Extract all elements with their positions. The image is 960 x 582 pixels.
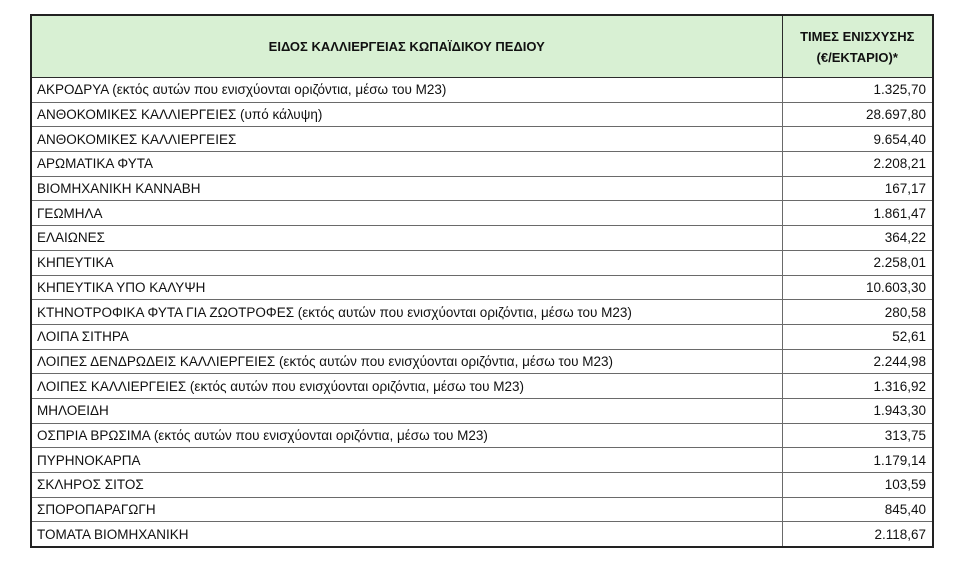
support-value-cell: 2.258,01 [782, 250, 933, 275]
crop-name-cell: ΑΡΩΜΑΤΙΚΑ ΦΥΤΑ [31, 152, 782, 177]
support-value-cell: 2.208,21 [782, 152, 933, 177]
table-row [31, 497, 933, 522]
table-row [31, 398, 933, 423]
support-value-cell: 167,17 [782, 176, 933, 201]
crop-name-cell: ΠΥΡΗΝΟΚΑΡΠΑ [31, 448, 782, 473]
support-value-cell: 9.654,40 [782, 127, 933, 152]
crop-name-cell: ΒΙΟΜΗΧΑΝΙΚΗ ΚΑΝΝΑΒΗ [31, 176, 782, 201]
support-value-cell: 1.861,47 [782, 201, 933, 226]
crop-name-cell: ΣΚΛΗΡΟΣ ΣΙΤΟΣ [31, 473, 782, 498]
crop-name-cell: ΤΟΜΑΤΑ ΒΙΟΜΗΧΑΝΙΚΗ [31, 522, 782, 547]
crop-name-cell: ΓΕΩΜΗΛΑ [31, 201, 782, 226]
support-value-cell: 1.325,70 [782, 78, 933, 103]
table-row [31, 300, 933, 325]
table-row [31, 423, 933, 448]
crop-name-cell: ΛΟΙΠΕΣ ΔΕΝΔΡΩΔΕΙΣ ΚΑΛΛΙΕΡΓΕΙΕΣ (εκτός αυτών που ενισχύονται οριζόντια, μέσω του Μ23) [31, 349, 782, 374]
support-value-cell: 2.244,98 [782, 349, 933, 374]
table-row [31, 78, 933, 103]
support-value-cell: 103,59 [782, 473, 933, 498]
support-value-cell: 28.697,80 [782, 102, 933, 127]
support-value-header [782, 15, 933, 78]
crop-name-cell: ΣΠΟΡΟΠΑΡΑΓΩΓΗ [31, 497, 782, 522]
crop-name-cell: ΛΟΙΠΕΣ ΚΑΛΛΙΕΡΓΕΙΕΣ (εκτός αυτών που ενισχύονται οριζόντια, μέσω του Μ23) [31, 374, 782, 399]
table-body [31, 78, 933, 548]
crop-name-cell: ΜΗΛΟΕΙΔΗ [31, 398, 782, 423]
crop-name-cell: ΟΣΠΡΙΑ ΒΡΩΣΙΜΑ (εκτός αυτών που ενισχύονται οριζόντια, μέσω του Μ23) [31, 423, 782, 448]
crop-name-cell: ΚΗΠΕΥΤΙΚΑ ΥΠΟ ΚΑΛΥΨΗ [31, 275, 782, 300]
crop-name-cell: ΚΗΠΕΥΤΙΚΑ [31, 250, 782, 275]
crop-name-cell: ΑΚΡΟΔΡΥΑ (εκτός αυτών που ενισχύονται οριζόντια, μέσω του Μ23) [31, 78, 782, 103]
table-header-row [31, 15, 933, 78]
table-row [31, 250, 933, 275]
support-value-cell: 52,61 [782, 324, 933, 349]
table-row [31, 324, 933, 349]
table-row [31, 448, 933, 473]
support-value-header-line2: (€/ΕΚΤΑΡΙΟ)* [816, 49, 898, 65]
crop-type-header: ΕΙΔΟΣ ΚΑΛΛΙΕΡΓΕΙΑΣ ΚΩΠΑΪΔΙΚΟΥ ΠΕΔΙΟΥ [31, 15, 782, 78]
support-value-cell: 313,75 [782, 423, 933, 448]
support-value-cell: 1.316,92 [782, 374, 933, 399]
support-value-cell: 280,58 [782, 300, 933, 325]
table-row [31, 152, 933, 177]
support-value-cell: 364,22 [782, 226, 933, 251]
table-row [31, 201, 933, 226]
crop-name-cell: ΕΛΑΙΩΝΕΣ [31, 226, 782, 251]
support-value-cell: 1.943,30 [782, 398, 933, 423]
support-value-header-line1: ΤΙΜΕΣ ΕΝΙΣΧΥΣΗΣ [800, 28, 915, 44]
support-value-cell: 2.118,67 [782, 522, 933, 547]
support-value-cell: 845,40 [782, 497, 933, 522]
table-row [31, 349, 933, 374]
support-value-cell: 1.179,14 [782, 448, 933, 473]
table-row [31, 374, 933, 399]
support-value-cell: 10.603,30 [782, 275, 933, 300]
crop-name-cell: ΑΝΘΟΚΟΜΙΚΕΣ ΚΑΛΛΙΕΡΓΕΙΕΣ [31, 127, 782, 152]
crop-name-cell: ΚΤΗΝΟΤΡΟΦΙΚΑ ΦΥΤΑ ΓΙΑ ΖΩΟΤΡΟΦΕΣ (εκτός αυτών που ενισχύονται οριζόντια, μέσω του Μ23) [31, 300, 782, 325]
support-prices-table-container [30, 14, 932, 548]
table-row [31, 473, 933, 498]
crop-name-cell: ΑΝΘΟΚΟΜΙΚΕΣ ΚΑΛΛΙΕΡΓΕΙΕΣ (υπό κάλυψη) [31, 102, 782, 127]
support-prices-table [30, 14, 934, 548]
table-row [31, 226, 933, 251]
table-row [31, 102, 933, 127]
table-row [31, 275, 933, 300]
crop-name-cell: ΛΟΙΠΑ ΣΙΤΗΡΑ [31, 324, 782, 349]
table-row [31, 176, 933, 201]
table-row [31, 522, 933, 547]
table-row [31, 127, 933, 152]
